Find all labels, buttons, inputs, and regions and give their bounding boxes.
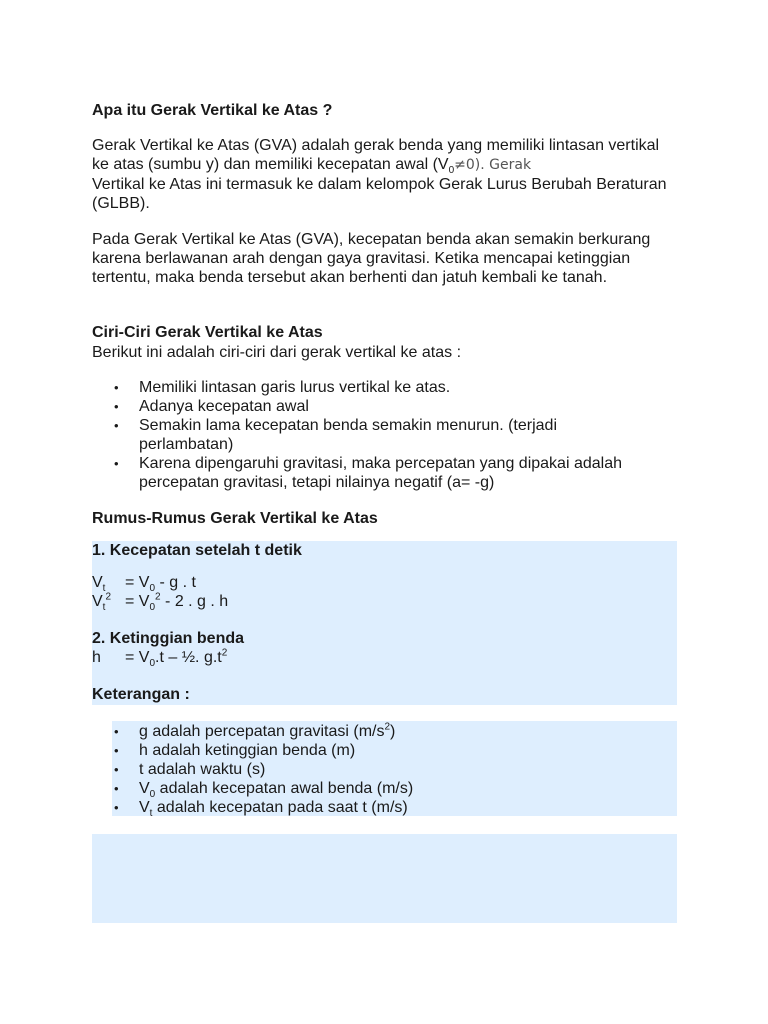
formula-vt2 xyxy=(92,591,677,614)
formula-h xyxy=(92,647,677,670)
list-item: • Semakin lama kecepatan benda semakin menurun. (terjadi perlambatan) xyxy=(92,416,652,454)
ciri-list xyxy=(92,378,652,492)
text: - 2 . g . h xyxy=(160,593,229,610)
text: ≠0). xyxy=(454,157,485,173)
paragraph-description: Pada Gerak Vertikal ke Atas (GVA), kecepatan benda akan semakin berkurang karena berlawanan arah dengan gaya gravitasi. Ketika mencapai ketinggian tertentu, maka benda tersebut akan berhenti dan jatuh kembali ke tanah. xyxy=(92,231,651,286)
text: V xyxy=(139,799,150,816)
text: V xyxy=(92,593,103,610)
page-title: Apa itu Gerak Vertikal ke Atas ? xyxy=(92,102,333,119)
text: h xyxy=(92,649,101,666)
text: = V xyxy=(125,574,150,591)
paragraph-definition xyxy=(92,136,677,213)
superscript: 2 xyxy=(384,721,391,733)
list-item xyxy=(92,722,677,741)
text: Gerak Vertikal ke Atas (GVA) adalah gerak benda yang memiliki lintasan vertikal ke atas (sumbu y) dan memiliki kecepatan awal (V xyxy=(92,137,660,173)
list-item xyxy=(92,779,677,801)
text: .t – ½. g.t xyxy=(155,649,222,666)
list-item: • Karena dipengaruhi gravitasi, maka percepatan yang dipakai adalah percepatan gravitasi, tetapi nilainya negatif (a= -g) xyxy=(92,454,652,492)
text: V xyxy=(92,574,103,591)
subscript: 0 xyxy=(149,602,156,614)
subscript: 0 xyxy=(149,658,156,670)
subscript: 0 xyxy=(149,583,156,595)
subscript: t xyxy=(102,583,106,595)
text: V xyxy=(139,780,150,797)
list-item: • t adalah waktu (s) xyxy=(92,760,677,779)
keterangan-list xyxy=(92,721,677,820)
keterangan-heading: Keterangan : xyxy=(92,686,190,703)
subscript: 0 xyxy=(448,165,455,177)
text: g adalah percepatan gravitasi (m/s xyxy=(139,723,385,740)
list-item: • Adanya kecepatan awal xyxy=(92,397,652,416)
superscript: 2 xyxy=(155,591,161,603)
text: adalah kecepatan pada saat t (m/s) xyxy=(152,799,408,816)
formula-box xyxy=(92,541,677,705)
subscript: 0 xyxy=(149,789,156,801)
subscript: t xyxy=(149,808,153,820)
superscript: 2 xyxy=(105,591,112,603)
list-item xyxy=(92,798,677,820)
rumus-heading: Rumus-Rumus Gerak Vertikal ke Atas xyxy=(92,510,378,527)
text: adalah kecepatan awal benda (m/s) xyxy=(155,780,414,797)
text: Gerak xyxy=(484,157,532,173)
section-ketinggian: 2. Ketinggian benda xyxy=(92,630,245,647)
empty-box xyxy=(92,834,677,923)
text: - g . t xyxy=(155,574,196,591)
text: ) xyxy=(390,723,396,740)
formula-vt xyxy=(92,573,677,595)
ciri-intro: Berikut ini adalah ciri-ciri dari gerak vertikal ke atas : xyxy=(92,344,462,361)
superscript: 2 xyxy=(221,647,228,659)
ciri-heading: Ciri-Ciri Gerak Vertikal ke Atas xyxy=(92,324,323,341)
subscript: t xyxy=(102,602,106,614)
text: = V xyxy=(125,593,150,610)
section-kecepatan: 1. Kecepatan setelah t detik xyxy=(92,542,302,559)
text: = V xyxy=(125,649,150,666)
list-item: • Memiliki lintasan garis lurus vertikal ke atas. xyxy=(92,378,652,397)
list-item: • h adalah ketinggian benda (m) xyxy=(92,741,677,760)
text: Vertikal ke Atas ini termasuk ke dalam kelompok Gerak Lurus Berubah Beraturan (GLBB). xyxy=(92,176,667,212)
